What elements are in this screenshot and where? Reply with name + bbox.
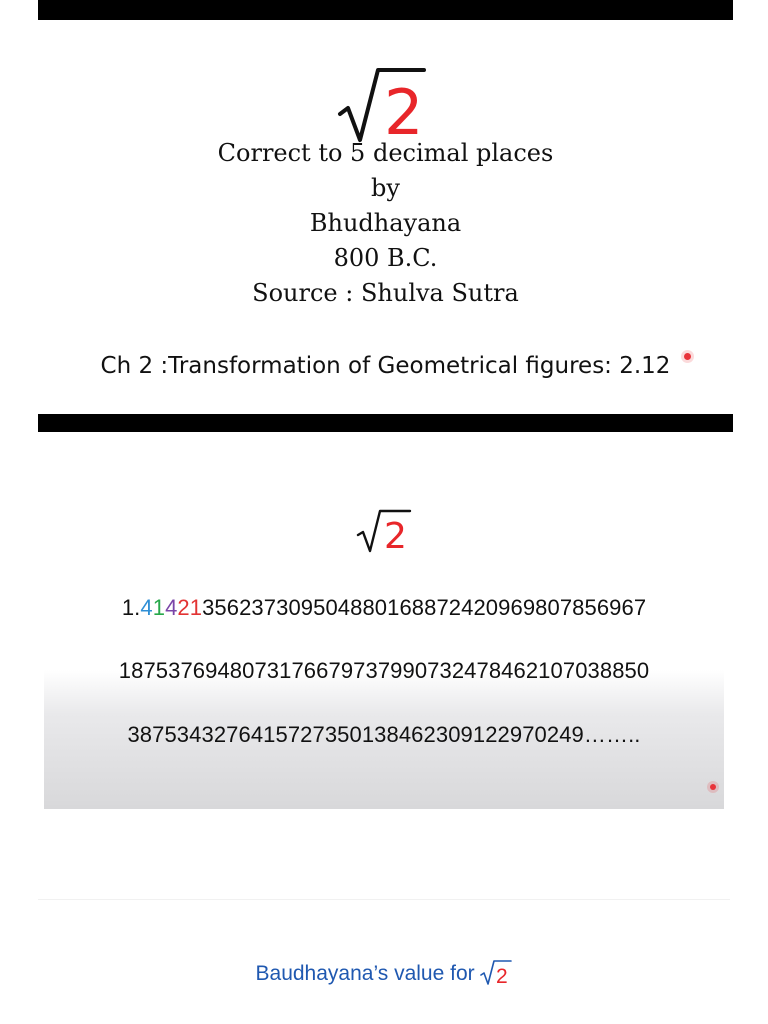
sqrt-radicand: 2 [383, 76, 423, 149]
slide-sqrt2-history [38, 20, 733, 414]
bottom-black-bar [38, 414, 733, 432]
square-root-symbol-icon [356, 507, 412, 553]
square-root-symbol-icon [480, 958, 512, 986]
digit-3: 4 [165, 595, 178, 620]
caption-radicand: 2 [496, 965, 509, 986]
digits-line-1 [44, 595, 724, 621]
by-text: by [371, 174, 400, 202]
digits-prefix: 1. [121, 595, 141, 620]
laser-pointer-dot-icon [710, 784, 716, 790]
digit-2: 1 [152, 595, 166, 620]
digit-5: 1 [189, 595, 203, 620]
caption-text: Baudhayana’s value for [255, 962, 481, 985]
source-text: Source : Shulva Sutra [252, 279, 519, 307]
digit-1: 4 [140, 595, 153, 620]
digits-rest: 356237309504880168872420969807856967 [202, 595, 647, 620]
sqrt-2-heading [44, 507, 724, 553]
author-name: Bhudhayana [309, 209, 462, 237]
divider [38, 899, 730, 900]
digits-line-2: 187537694807317667973799073247846210703885​0 [118, 658, 650, 683]
digit-4: 2 [177, 595, 190, 620]
chapter-reference: Ch 2 :Transformation of Geometrical figures: 2.12 [100, 353, 671, 379]
caption [0, 958, 768, 986]
date-text: 800 B.C. [333, 244, 438, 272]
accuracy-text: Correct to 5 decimal places [217, 139, 554, 167]
laser-pointer-dot-icon [684, 353, 691, 360]
top-black-bar [38, 0, 733, 20]
slide-sqrt2-digits [44, 493, 724, 809]
digits-line-3: 387534327641572735013846230912297024​9…….. [127, 722, 641, 747]
square-root-symbol-icon [336, 64, 436, 149]
sqrt-radicand: 2 [384, 516, 407, 553]
